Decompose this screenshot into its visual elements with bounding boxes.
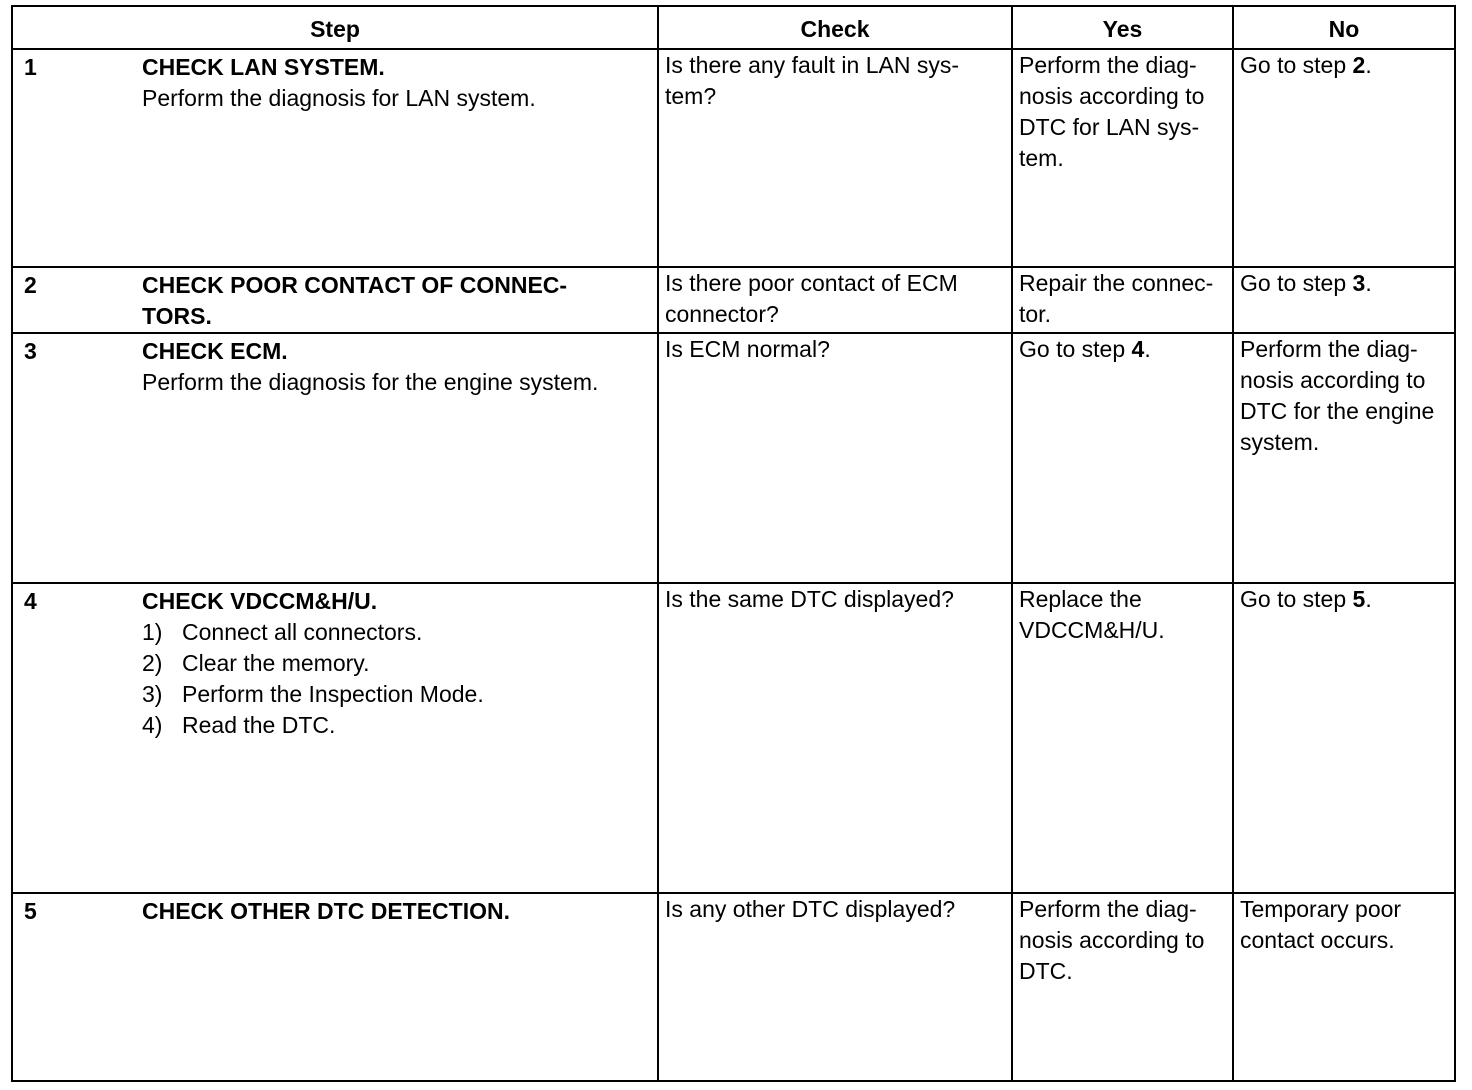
substep-index: 1) — [142, 619, 163, 645]
check-cell: Is the same DTC displayed? — [658, 583, 1012, 893]
step-cell — [12, 333, 658, 583]
step-cell — [12, 267, 658, 333]
no-text-end: . — [1365, 270, 1372, 296]
step-number: 4 — [24, 588, 37, 614]
table-row — [12, 267, 1455, 333]
substep-text: Connect all connectors. — [182, 619, 423, 645]
no-cell — [1233, 583, 1455, 893]
yes-text-end: . — [1144, 336, 1151, 362]
step-number: 3 — [24, 338, 37, 364]
no-cell: Perform the diag- nosis according to DTC for the engine system. — [1233, 333, 1455, 583]
yes-cell: Perform the diag- nosis according to DTC for LAN sys- tem. — [1012, 49, 1233, 267]
step-number: 1 — [24, 54, 37, 80]
substep-index: 2) — [142, 650, 163, 676]
yes-cell — [1012, 333, 1233, 583]
step-cell — [12, 49, 658, 267]
step-title: CHECK ECM. — [142, 338, 288, 364]
no-text: Go to step — [1240, 270, 1353, 296]
no-text: Go to step — [1240, 586, 1353, 612]
step-number: 5 — [24, 898, 37, 924]
substep-text: Clear the memory. — [182, 650, 370, 676]
check-cell: Is there poor contact of ECM connector? — [658, 267, 1012, 333]
list-item — [142, 617, 647, 648]
check-cell: Is any other DTC displayed? — [658, 893, 1012, 1081]
table-row — [12, 333, 1455, 583]
substep-index: 3) — [142, 681, 163, 707]
list-item — [142, 679, 647, 710]
step-number: 2 — [24, 272, 37, 298]
header-check: Check — [658, 6, 1012, 49]
step-description: Perform the diagnosis for the engine system. — [142, 369, 599, 395]
step-title: CHECK OTHER DTC DETECTION. — [142, 898, 510, 924]
step-title: CHECK LAN SYSTEM. — [142, 54, 385, 80]
goto-step: 4 — [1131, 336, 1145, 362]
header-no: No — [1233, 6, 1455, 49]
yes-cell: Replace the VDCCM&H/U. — [1012, 583, 1233, 893]
header-row — [12, 6, 1455, 49]
no-text: Go to step — [1240, 52, 1353, 78]
yes-cell: Perform the diag- nosis according to DTC. — [1012, 893, 1233, 1081]
no-text-end: . — [1365, 586, 1372, 612]
substep-text: Read the DTC. — [182, 712, 336, 738]
step-cell — [12, 893, 658, 1081]
check-cell: Is ECM normal? — [658, 333, 1012, 583]
no-cell — [1233, 267, 1455, 333]
table-row — [12, 583, 1455, 893]
yes-cell: Repair the connec- tor. — [1012, 267, 1233, 333]
check-cell: Is there any fault in LAN sys- tem? — [658, 49, 1012, 267]
no-cell — [1233, 49, 1455, 267]
step-title: CHECK POOR CONTACT OF CONNEC- TORS. — [142, 272, 568, 329]
substep-text: Perform the Inspection Mode. — [182, 681, 484, 707]
step-cell — [12, 583, 658, 893]
list-item — [142, 710, 647, 741]
yes-text: Go to step — [1019, 336, 1132, 362]
header-step: Step — [12, 6, 658, 49]
step-title: CHECK VDCCM&H/U. — [142, 588, 378, 614]
goto-step: 2 — [1352, 52, 1366, 78]
step-description: Perform the diagnosis for LAN system. — [142, 85, 536, 111]
goto-step: 3 — [1352, 270, 1366, 296]
table-row — [12, 893, 1455, 1081]
substep-index: 4) — [142, 712, 163, 738]
goto-step: 5 — [1352, 586, 1366, 612]
header-yes: Yes — [1012, 6, 1233, 49]
list-item — [142, 648, 647, 679]
table-row — [12, 49, 1455, 267]
diagnostic-table — [11, 5, 1456, 1082]
substep-list — [142, 617, 647, 741]
no-text-end: . — [1365, 52, 1372, 78]
no-cell: Temporary poor contact occurs. — [1233, 893, 1455, 1081]
